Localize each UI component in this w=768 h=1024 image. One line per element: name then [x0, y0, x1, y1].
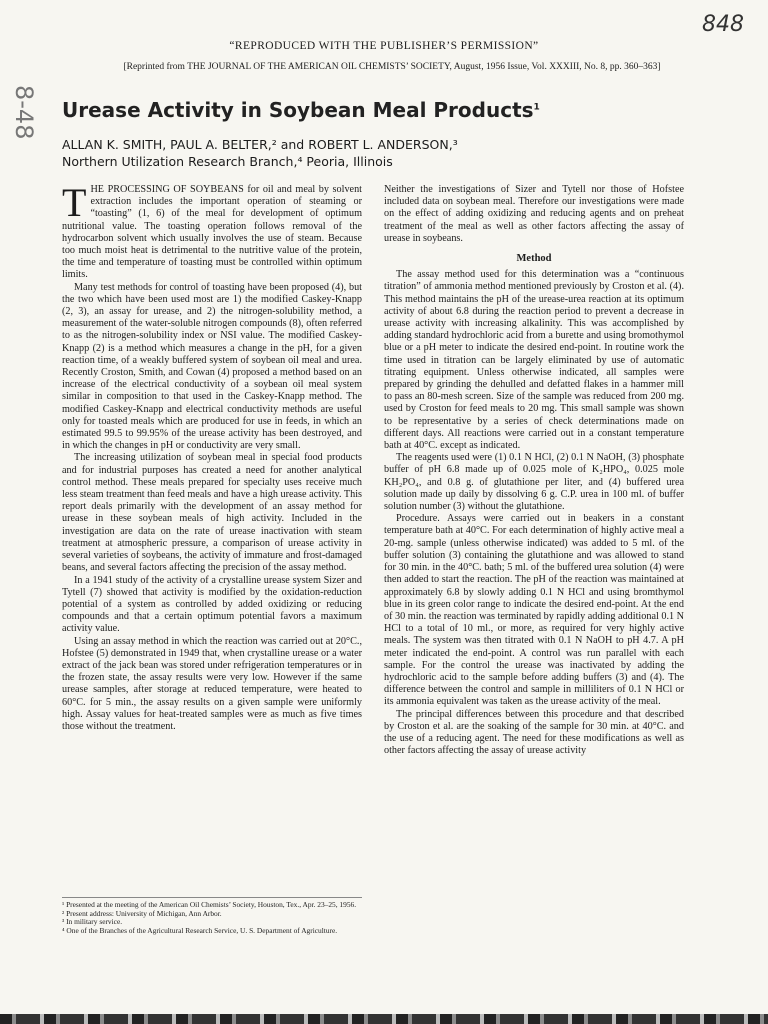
title-text: Urease Activity in Soybean Meal Products: [62, 98, 534, 122]
footnote: ¹ Presented at the meeting of the American Oil Chemists’ Society, Houston, Tex., Apr. 23–25, 1956.: [62, 900, 357, 909]
title-footnote-mark: 1: [533, 102, 540, 113]
paragraph: The reagents used were (1) 0.1 N HCl, (2) 0.1 N NaOH, (3) phosphate buffer of pH 6.8 made up of 0.025 mole of K₂HPO₄, 0.025 mole KH₂PO₄, and 0.8 g. of glutathione per liter, and (4) buffered urea solution made up daily by dissolving 6 g. C.P. urea in 100 ml. of buffer solution number (3) without the glutathione.: [384, 452, 684, 513]
paragraph: The principal differences between this procedure and that described by Croston et al. are the soaking of the sample for 30 min. at 40°C. and the use of a reducing agent. The need for these modifications as well as other factors affecting the assay of urease activity: [384, 708, 684, 757]
paragraph: Neither the investigations of Sizer and Tytell nor those of Hofstee included data on soybean meal. Therefore our investigations were made on the effect of adding oxidizing and reducing agents and on preheat treatment of the meal as well as other factors affecting the assay of urease in soybeans.: [384, 184, 684, 244]
paragraph: Using an assay method in which the reaction was carried out at 20°C., Hofstee (5) demonstrated in 1949 that, when crystalline urease or a water extract of the jack bean was stored under refrigeration temperatures or in the frozen state, the assay results were very low. However if the same urease samples, after storage at reduced temperature, were heated to 60°C. for 5 min., the assay results on a given sample were uniformly high. Assay values for heat-treated samples were as much as five times those without the treatment.: [62, 635, 362, 732]
section-heading-method: Method: [516, 253, 552, 265]
reprint-citation: [Reprinted from THE JOURNAL OF THE AMERICAN OIL CHEMISTS’ SOCIETY, August, 1956 Issue, Vol. XXXIII, No. 8, pp. 360–363]: [123, 62, 661, 72]
paragraph-text: HE PROCESSING OF SOYBEANS for oil and meal by solvent extraction includes the important operation of steaming or “toasting” (1, 6) of the meal for development of optimum nutritional value. The toasting operation follows removal of the hydrocarbon solvent which usually involves the use of steam. Because too much moist heat is detrimental to the nutritive value of the protein, the time and temperature of toasting must be controlled within optimum limits.: [62, 184, 362, 281]
paragraph: Procedure. Assays were carried out in beakers in a constant temperature bath at 40°C. For each determination of highly active meal a 20-mg. sample (unless otherwise indicated) was added to 5 ml. of the buffer solution (3) containing the glutathione and was allowed to stand for 30 min. in the 40°C. bath; 5 ml. of the buffered urea solution (4) were then added to start the reaction. The pH of the reaction was maintained at approximately 6.8 by slowly adding 0.1 N HCl and using bromthymol blue in its green color range to indicate the desired end-point. At the end of 30 min. the reaction was terminated by rapidly adding additional 0.1 N HCl to a total of 10 ml., or more, as required for very highly active meals. The system was then titrated with 0.1 N NaOH to pH 4.7. A pH meter indicated the end-point. A control was run parallel with each sample. For the control the urease was inactivated by adding the hydrochloric acid to the sample before adding buffers (3) and (4). The difference between the control and sample in milliliters of 0.1 N HCl or its ammonia equivalent was taken as the urease activity of the meal.: [384, 513, 684, 708]
footnotes: [62, 897, 362, 935]
left-column: [62, 180, 362, 733]
paragraph: [62, 180, 362, 282]
article-title: [62, 98, 702, 122]
paragraph: The assay method used for this determination was a “continuous titration” of ammonia method mentioned previously by Croston et al. (4). This method maintains the pH of the urease-urea reaction at its optimum activity of about 6.8 during the reaction period to prevent a decrease in urease activity with increasing alkalinity. This was accomplished by adding standard hydrochloric acid from a burette and using bromothymol blue or a pH meter to indicate the desired end-point. In routine work the time used in titration can be largely eliminated by use of automatic titrating equipment. Unless otherwise indicated, all samples were prepared by grinding the dehulled and defatted flakes in a hammer mill to pass an 80-mesh screen. Size of the sample was reduced from 200 mg. used by Croston for feed meals to 20 mg. This small sample was shown to be representative by a series of check determinations made on different days. All reactions were carried out in a constant temperature bath at 40°C. except as indicated.: [384, 269, 684, 452]
author-block: [62, 136, 702, 170]
right-column: [384, 184, 684, 757]
footnote: ² Present address: University of Michigan, Ann Arbor.: [62, 908, 222, 918]
permission-notice: “REPRODUCED WITH THE PUBLISHER’S PERMISSION”: [229, 40, 539, 52]
page-number: 848: [702, 12, 744, 37]
footnote: ³ In military service.: [62, 917, 123, 927]
handwritten-margin-note: 8-48: [10, 85, 38, 140]
footnote: ⁴ One of the Branches of the Agricultural Research Service, U. S. Department of Agriculture.: [62, 925, 338, 935]
drop-cap: T: [62, 180, 87, 225]
author-names: ALLAN K. SMITH, PAUL A. BELTER,² and ROBERT L. ANDERSON,³: [62, 137, 458, 152]
paragraph: Many test methods for control of toasting have been proposed (4), but the two which have been used most are 1) the modified Caskey-Knapp (2, 3), an assay for urease, and 2) the nitrogen-solubility method, a measurement of the water-soluble nitrogen compounds (8), often referred to as the nitrogen-solubility index or NSI value. The modified Caskey-Knapp (2) is a method which measures a change in the pH, for a given reaction time, of a weakly buffered system of soybean oil meal and urea. Recently Croston, Smith, and Cowan (4) proposed a method based on an increase of the electrical conductivity of a soybean oil meal system similar in composition to that used in the Caskey-Knapp method. The modified Caskey-Knapp and electrical conductivity methods are useful only for toasted meals which are produced for use in feeds, in which an estimated 99.5 to 99.95% of the urease activity has been destroyed, and in which the changes in pH or conductivity are very small.: [62, 281, 362, 452]
scan-edge-band: [0, 1014, 768, 1024]
paragraph: The increasing utilization of soybean meal in special food products and for industrial purposes has created a need for another analytical control method. These meals prepared for specialty uses receive much less steam treatment than feed meals and have a high urease activity. This report deals primarily with the development of an assay method for urease in these soybean meals of high activity. Included in the investigation are data on the rate of urease inactivation with steam treatment at atmospheric pressure, a comparison of urease activity in several varieties of soybeans, the activity of immature and frost-damaged beans, and several factors affecting the precision of the assay method.: [62, 452, 362, 574]
author-affiliation: Northern Utilization Research Branch,⁴ Peoria, Illinois: [62, 154, 393, 169]
paragraph: In a 1941 study of the activity of a crystalline urease system Sizer and Tytell (7) showed that activity is modified by the oxidation-reduction potential of a system as controlled by added oxidizing or reducing compounds and that a certain optimum potential favors a maximum activity value.: [62, 574, 362, 635]
